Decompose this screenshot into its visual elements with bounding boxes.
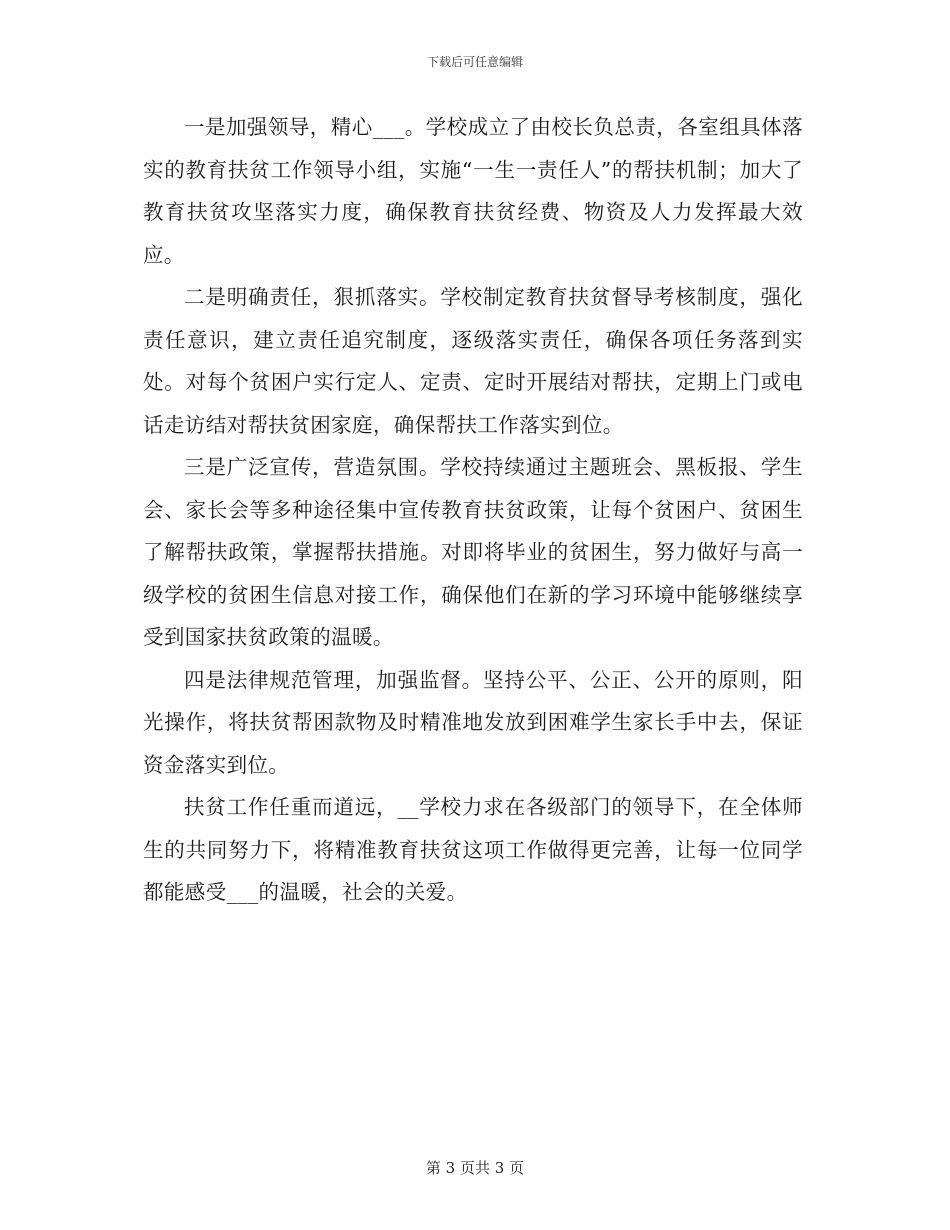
paragraph-publicity: 三是广泛宣传，营造氛围。学校持续通过主题班会、黑板报、学生会、家长会等多种途径集中宣传教育扶贫政策，让每个贫困户、贫困生了解帮扶政策，掌握帮扶措施。对即将毕业的贫困生，努力做好与高一级学校的贫困生信息对接工作，确保他们在新的学习环境中能够继续享受到国家扶贫政策的温暖。 [143, 455, 803, 649]
paragraph-conclusion: 扶贫工作任重而道远，__学校力求在各级部门的领导下，在全体师生的共同努力下，将精准教育扶贫这项工作做得更完善，让每一位同学都能感受___的温暖，社会的关爱。 [143, 795, 803, 904]
page-footer: 第 3 页共 3 页 [425, 1159, 525, 1177]
page-header: 下载后可任意编辑 [426, 55, 523, 69]
paragraph-responsibility: 二是明确责任，狠抓落实。学校制定教育扶贫督导考核制度，强化责任意识，建立责任追究制度，逐级落实责任，确保各项任务落到实处。对每个贫困户实行定人、定责、定时开展结对帮扶，定期上门或电话走访结对帮扶贫困家庭，确保帮扶工作落实到位。 [143, 285, 803, 437]
document-body [143, 106, 803, 914]
paragraph-supervision: 四是法律规范管理，加强监督。坚持公平、公正、公开的原则，阳光操作，将扶贫帮困款物及时精准地发放到困难学生家长手中去，保证资金落实到位。 [143, 667, 803, 777]
paragraph-leadership: 一是加强领导，精心___。学校成立了由校长负总责，各室组具体落实的教育扶贫工作领导小组，实施“一生一责任人”的帮扶机制；加大了教育扶贫攻坚落实力度，确保教育扶贫经费、物资及人力发挥最大效应。 [143, 115, 803, 267]
